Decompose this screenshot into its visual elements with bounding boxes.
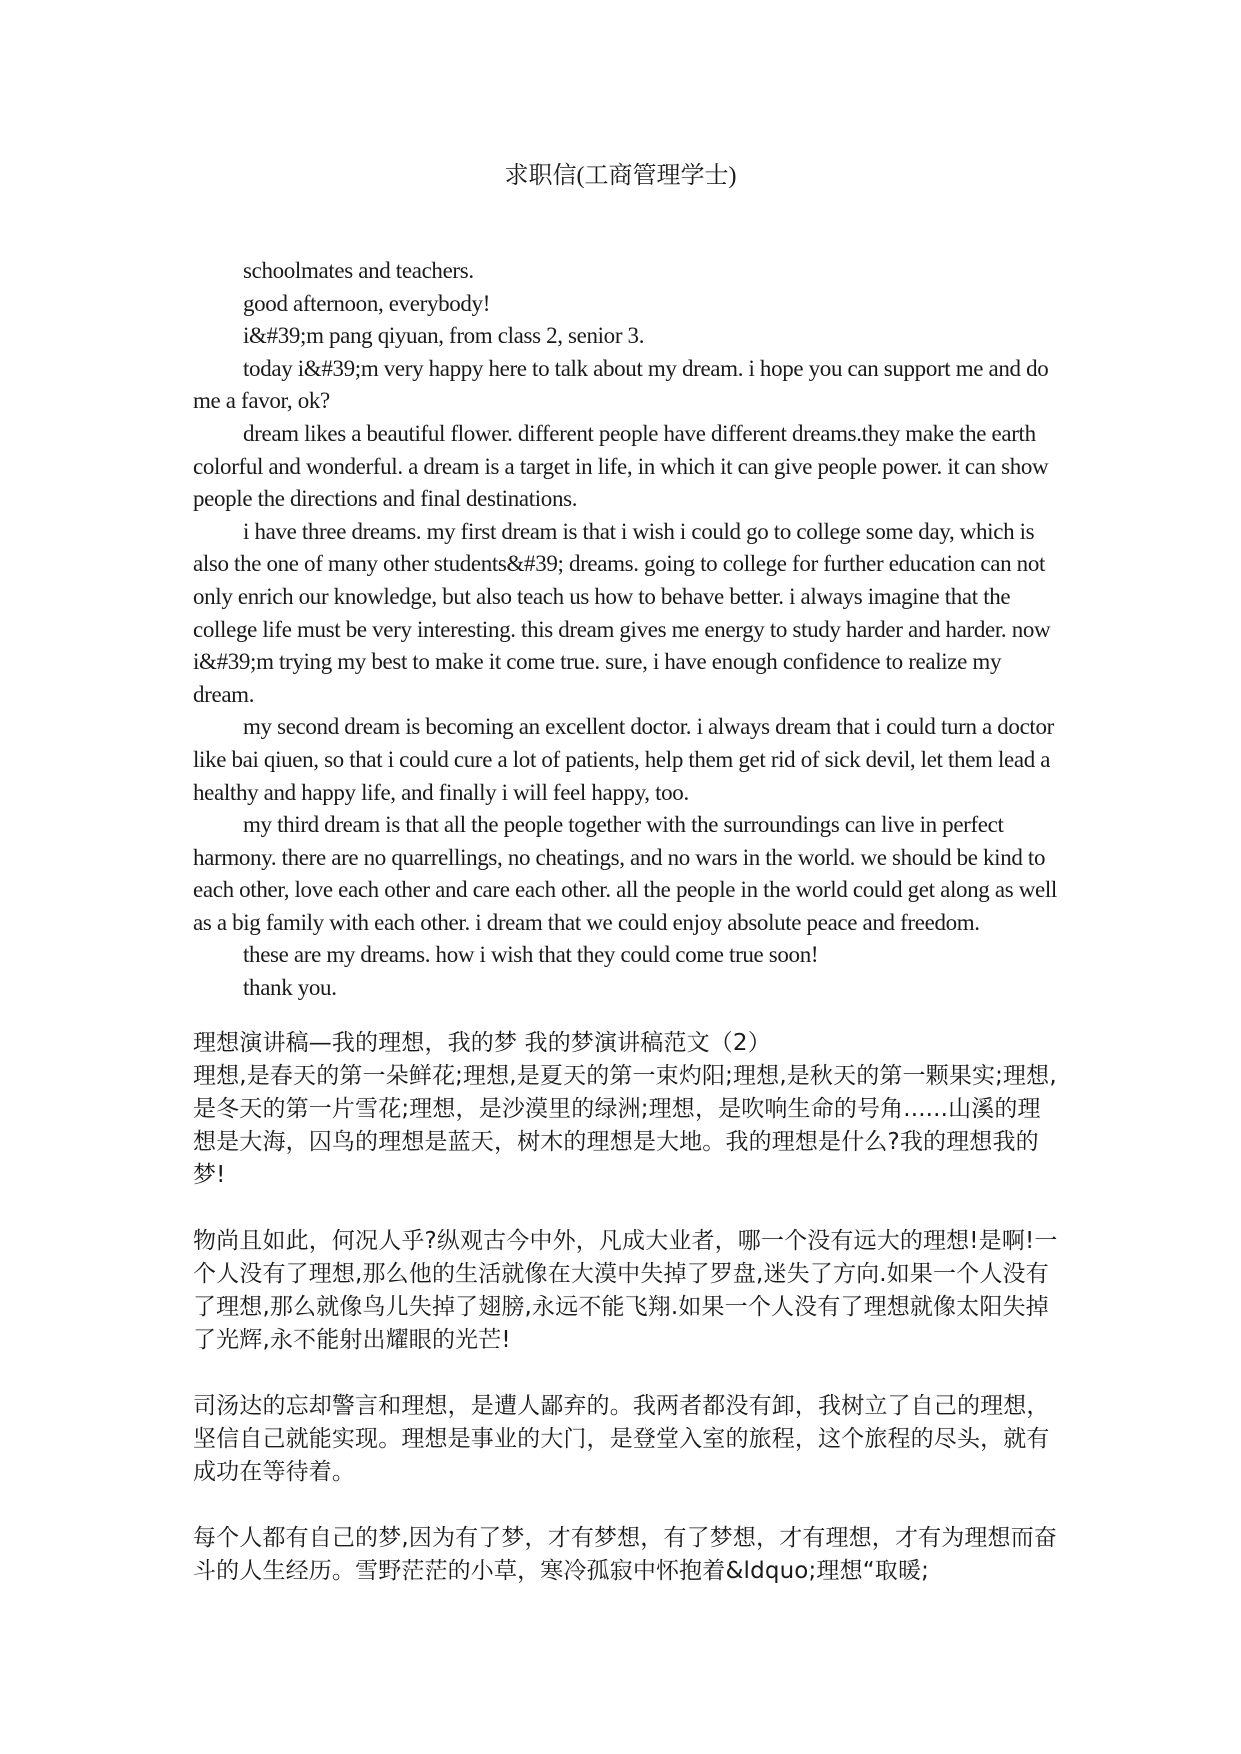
chinese-heading: 理想演讲稿—我的理想，我的梦 我的梦演讲稿范文（2） xyxy=(193,1030,771,1056)
paragraph: 司汤达的忘却警言和理想，是遭人鄙弃的。我两者都没有卸，我树立了自己的理想，坚信自己就能实现。理想是事业的大门，是登堂入室的旅程，这个旅程的尽头，就有成功在等待着。 xyxy=(193,1393,1050,1485)
paragraph-spacer xyxy=(193,1192,1063,1225)
paragraph: i&#39;m pang qiyuan, from class 2, senior 3. xyxy=(243,323,645,349)
paragraph: schoolmates and teachers. xyxy=(243,258,474,283)
paragraph: 每个人都有自己的梦,因为有了梦，才有梦想，有了梦想，才有理想，才有为理想而奋斗的人生经历。雪野茫茫的小草，寒冷孤寂中怀抱着&ldquo;理想“取暖; xyxy=(193,1525,1058,1584)
paragraph-spacer xyxy=(193,1489,1063,1522)
paragraph-spacer xyxy=(193,1357,1063,1390)
paragraph: thank you. xyxy=(243,975,337,1001)
paragraph: i have three dreams. my first dream is that i wish i could go to college some day, which is also the one of many other students&#39; dreams. going to college for further education can not only enrich our knowledge, but also teach us how to behave better. i always imagine that the college life must be very interesting. this dream gives me energy to study harder and harder. now i&#39;m trying my best to make it come true. sure, i have enough confidence to realize my dream. xyxy=(193,518,1051,707)
paragraph: today i&#39;m very happy here to talk about my dream. i hope you can support me and do me a favor, ok? xyxy=(193,355,1049,414)
paragraph: my second dream is becoming an excellent doctor. i always dream that i could turn a doctor like bai qiuen, so that i could cure a lot of patients, help them get rid of sick devil, let them lead a healthy and happy life, and finally i will feel happy, too. xyxy=(193,714,1054,805)
paragraph: my third dream is that all the people together with the surroundings can live in perfect harmony. there are no quarrellings, no cheatings, and no wars in the world. we should be kind to each other, love each other and care each other. all the people in the world could get along as well as a big family with each other. i dream that we could enjoy absolute peace and freedom. xyxy=(193,812,1057,935)
english-speech-body xyxy=(193,255,1063,1005)
paragraph: good afternoon, everybody! xyxy=(243,290,491,316)
document-title: 求职信(工商管理学士) xyxy=(504,163,737,189)
paragraph: 理想,是春天的第一朵鲜花;理想,是夏天的第一束灼阳;理想,是秋天的第一颗果实;理想,是冬天的第一片雪花;理想，是沙漠里的绿洲;理想，是吹响生命的号角......山溪的理想是大海，囚鸟的理想是蓝天，树木的理想是大地。我的理想是什么?我的理想我的梦! xyxy=(193,1063,1057,1188)
paragraph: 物尚且如此，何况人乎?纵观古今中外，凡成大业者，哪一个没有远大的理想!是啊!一个人没有了理想,那么他的生活就像在大漠中失掉了罗盘,迷失了方向.如果一个人没有了理想,那么就像鸟儿失掉了翅膀,永远不能飞翔.如果一个人没有了理想就像太阳失掉了光辉,永不能射出耀眼的光芒! xyxy=(193,1228,1058,1353)
paragraph: dream likes a beautiful flower. different people have different dreams.they make the earth colorful and wonderful. a dream is a target in life, in which it can give people power. it can show people the directions and final destinations. xyxy=(193,420,1049,512)
paragraph: these are my dreams. how i wish that they could come true soon! xyxy=(243,942,819,968)
chinese-speech-body xyxy=(193,1027,1063,1588)
